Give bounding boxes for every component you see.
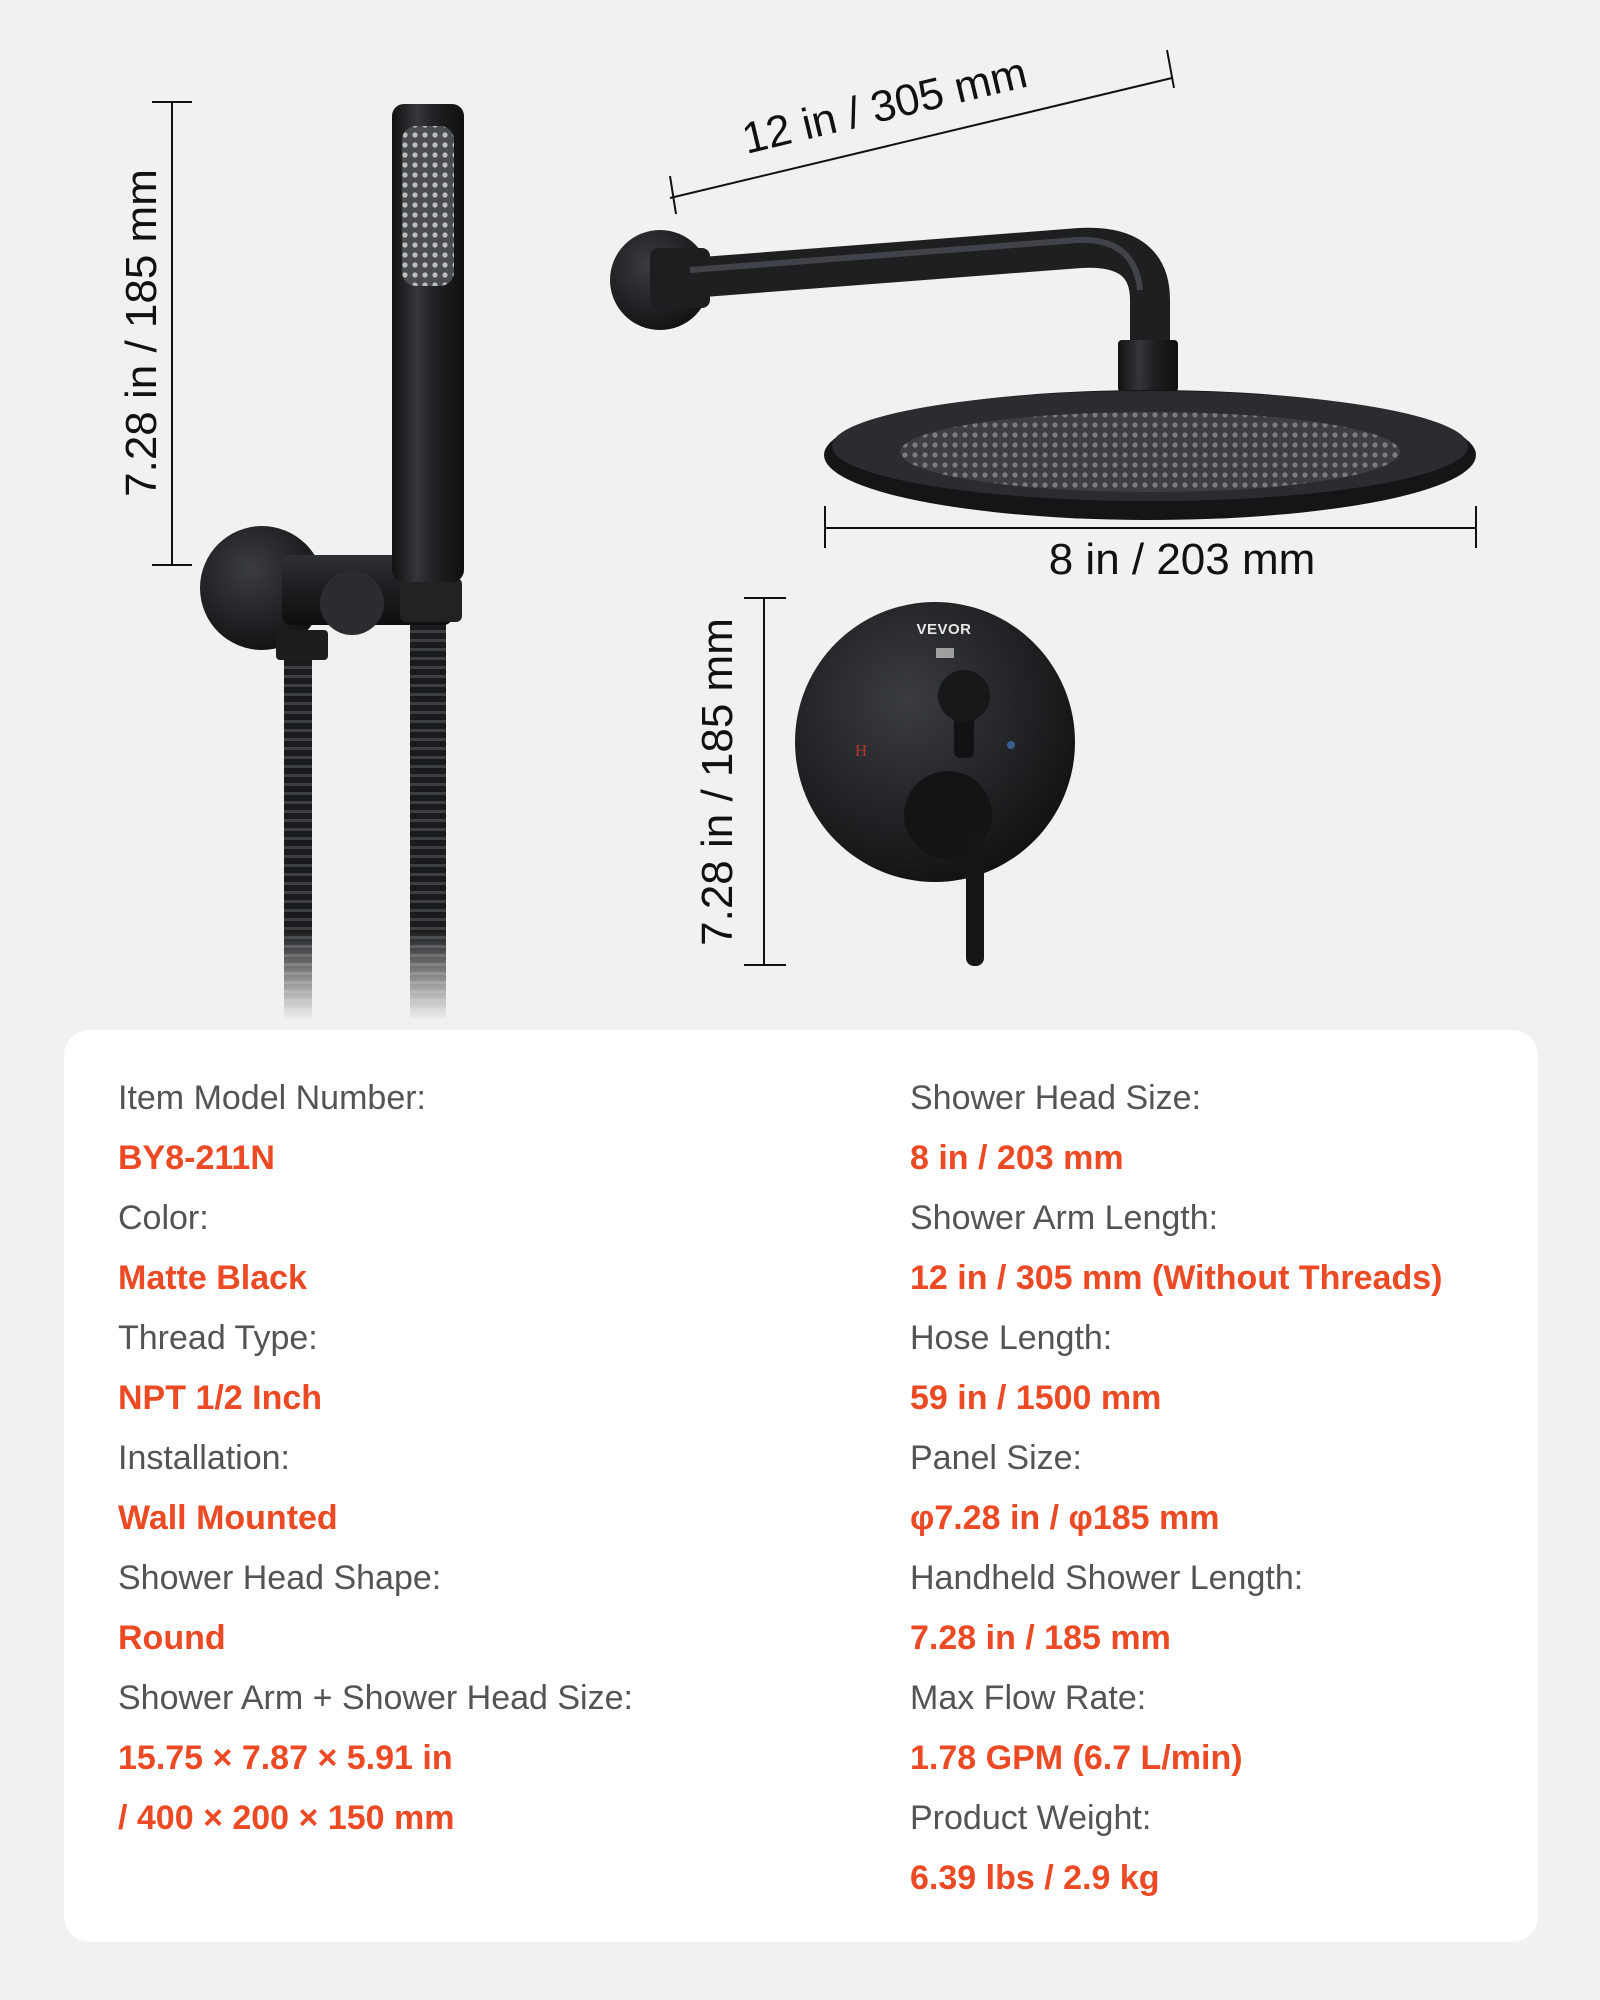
spec-value-installation: Wall Mounted: [118, 1499, 338, 1537]
spec-label-color: Color:: [118, 1199, 209, 1237]
spec-value-head-shape: Round: [118, 1619, 226, 1657]
spec-value-head-size: 8 in / 203 mm: [910, 1139, 1124, 1177]
valve-panel-icon: [795, 602, 1075, 966]
spec-value-arm-length: 12 in / 305 mm (Without Threads): [910, 1259, 1443, 1297]
spec-value-thread-type: NPT 1/2 Inch: [118, 1379, 323, 1417]
spec-label-thread-type: Thread Type:: [118, 1319, 318, 1357]
spec-value-arm-head-size-mm: / 400 × 200 × 150 mm: [118, 1799, 455, 1837]
handheld-height-dimension: [117, 102, 192, 565]
spec-value-model-number: BY8-211N: [118, 1139, 275, 1177]
hot-indicator: H: [854, 741, 868, 760]
spec-label-product-weight: Product Weight:: [910, 1799, 1152, 1837]
handheld-shower-icon: [392, 104, 464, 582]
spec-label-head-shape: Shower Head Shape:: [118, 1559, 442, 1597]
spec-value-handheld-length: 7.28 in / 185 mm: [910, 1619, 1171, 1657]
spec-column-left: [118, 1068, 633, 1848]
spec-label-installation: Installation:: [118, 1439, 290, 1477]
brand-logo: VEVOR: [916, 621, 972, 638]
spec-label-model-number: Item Model Number:: [118, 1079, 426, 1117]
spec-value-hose-length: 59 in / 1500 mm: [910, 1379, 1162, 1417]
shower-arm-icon: [610, 230, 1178, 392]
handheld-height-label: 7.28 in / 185 mm: [117, 169, 166, 497]
spec-value-color: Matte Black: [118, 1259, 307, 1297]
spec-label-arm-head-size: Shower Arm + Shower Head Size:: [118, 1679, 633, 1717]
spec-label-max-flow-rate: Max Flow Rate:: [910, 1679, 1147, 1717]
panel-height-dimension: [693, 598, 786, 965]
spec-label-hose-length: Hose Length:: [910, 1319, 1113, 1357]
head-diameter-label: 8 in / 203 mm: [1048, 535, 1316, 584]
spec-value-arm-head-size-in: 15.75 × 7.87 × 5.91 in: [118, 1739, 453, 1777]
arm-length-dimension: [670, 48, 1174, 214]
arm-length-label: 12 in / 305 mm: [737, 48, 1032, 164]
panel-height-label: 7.28 in / 185 mm: [693, 618, 742, 946]
spec-label-handheld-length: Handheld Shower Length:: [910, 1559, 1304, 1597]
spec-label-head-size: Shower Head Size:: [910, 1079, 1202, 1117]
spec-label-arm-length: Shower Arm Length:: [910, 1199, 1219, 1237]
hose-icon: [270, 610, 470, 1020]
rain-shower-head-icon: [824, 390, 1476, 520]
spec-value-max-flow-rate: 1.78 GPM (6.7 L/min): [910, 1739, 1243, 1777]
specifications-card: [64, 1030, 1538, 1942]
spec-label-panel-size: Panel Size:: [910, 1439, 1082, 1477]
spec-value-panel-size: φ7.28 in / φ185 mm: [910, 1499, 1220, 1537]
spec-column-right: [910, 1068, 1442, 1908]
spec-value-product-weight: 6.39 lbs / 2.9 kg: [910, 1859, 1160, 1897]
